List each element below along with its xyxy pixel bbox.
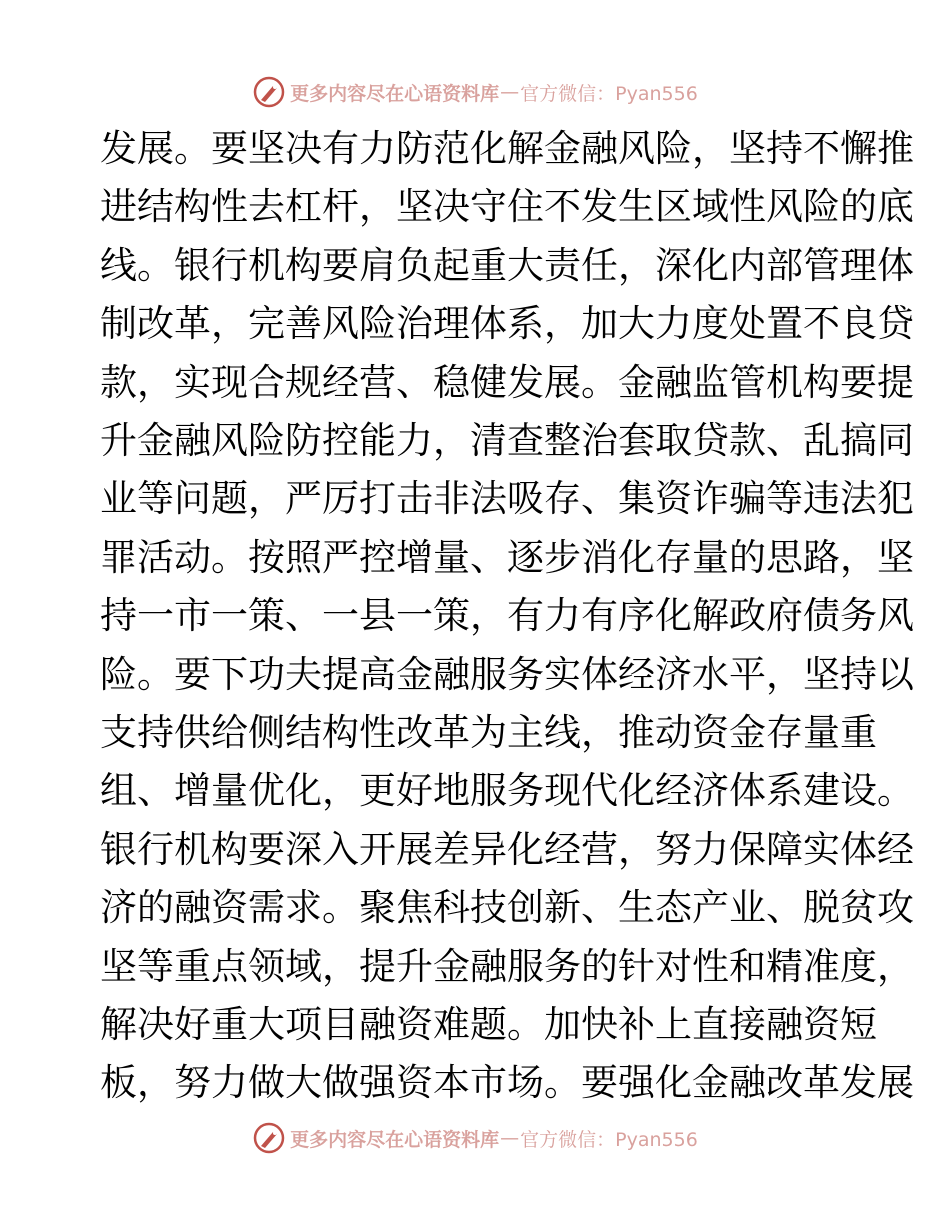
body-line: 线 。 银 行 机 构 要 肩 负 起 重 大 责 任 ， 深 化 内 部 管 理 体 xyxy=(100,243,914,287)
header-text: 更多内容尽在心语资料库 xyxy=(290,82,500,105)
body-line: 款 ， 实 现 合 规 经 营 、 稳 健 发 展 。 金 融 监 管 机 构 要 提 xyxy=(100,360,914,404)
body-line: 业 等 问 题 ， 严 厉 打 击 非 法 吸 存 、 集 资 诈 骗 等 违 法 犯 xyxy=(100,477,914,521)
body-line: 解 决 好 重 大 项 目 融 资 难 题 。 加 快 补 上 直 接 融 资 短 xyxy=(100,1003,877,1046)
footer-contact: 官方微信：Pyan556 xyxy=(520,1128,698,1151)
footer-text: 更多内容尽在心语资料库 xyxy=(290,1128,500,1151)
body-line: 银 行 机 构 要 深 入 开 展 差 异 化 经 营 ， 努 力 保 障 实 体 经 xyxy=(100,827,914,871)
pen-nib-logo-icon xyxy=(252,75,286,109)
body-line: 发 展 。 要 坚 决 有 力 防 范 化 解 金 融 风 险 ， 坚 持 不 懈 推 xyxy=(100,127,914,170)
body-line: 罪 活 动 。 按 照 严 控 增 量 、 逐 步 消 化 存 量 的 思 路 ， 坚 xyxy=(100,535,914,579)
page-footer xyxy=(0,1118,950,1158)
body-line: 支 持 供 给 侧 结 构 性 改 革 为 主 线 ， 推 动 资 金 存 量 重 xyxy=(100,711,877,754)
body-line: 制 改 革 ， 完 善 风 险 治 理 体 系 ， 加 大 力 度 处 置 不 良 贷 xyxy=(100,302,914,346)
body-line: 组 、 增 量 优 化 ， 更 好 地 服 务 现 代 化 经 济 体 系 建 设 。 xyxy=(100,769,914,813)
header-contact: 官方微信：Pyan556 xyxy=(520,82,698,105)
body-line: 板 ， 努 力 做 大 做 强 资 本 市 场 。 要 强 化 金 融 改 革 发 展 xyxy=(100,1061,914,1105)
header-separator: — xyxy=(500,81,520,103)
pen-nib-logo-icon xyxy=(252,1121,286,1155)
body-line: 坚 等 重 点 领 域 ， 提 升 金 融 服 务 的 针 对 性 和 精 准 度 ， xyxy=(100,944,914,988)
body-line: 升 金 融 风 险 防 控 能 力 ， 清 查 整 治 套 取 贷 款 、 乱 搞 同 xyxy=(100,419,914,462)
body-line: 持 一 市 一 策 、 一 县 一 策 ， 有 力 有 序 化 解 政 府 债 务 风 xyxy=(100,594,914,638)
footer-separator: — xyxy=(500,1127,520,1149)
page-header xyxy=(0,72,950,112)
body-line: 济 的 融 资 需 求 。 聚 焦 科 技 创 新 、 生 态 产 业 、 脱 贫 攻 xyxy=(100,886,914,930)
body-line: 险 。 要 下 功 夫 提 高 金 融 服 务 实 体 经 济 水 平 ， 坚 持 以 xyxy=(100,652,914,696)
body-line: 进 结 构 性 去 杠 杆 ， 坚 决 守 住 不 发 生 区 域 性 风 险 的 底 xyxy=(100,185,914,229)
